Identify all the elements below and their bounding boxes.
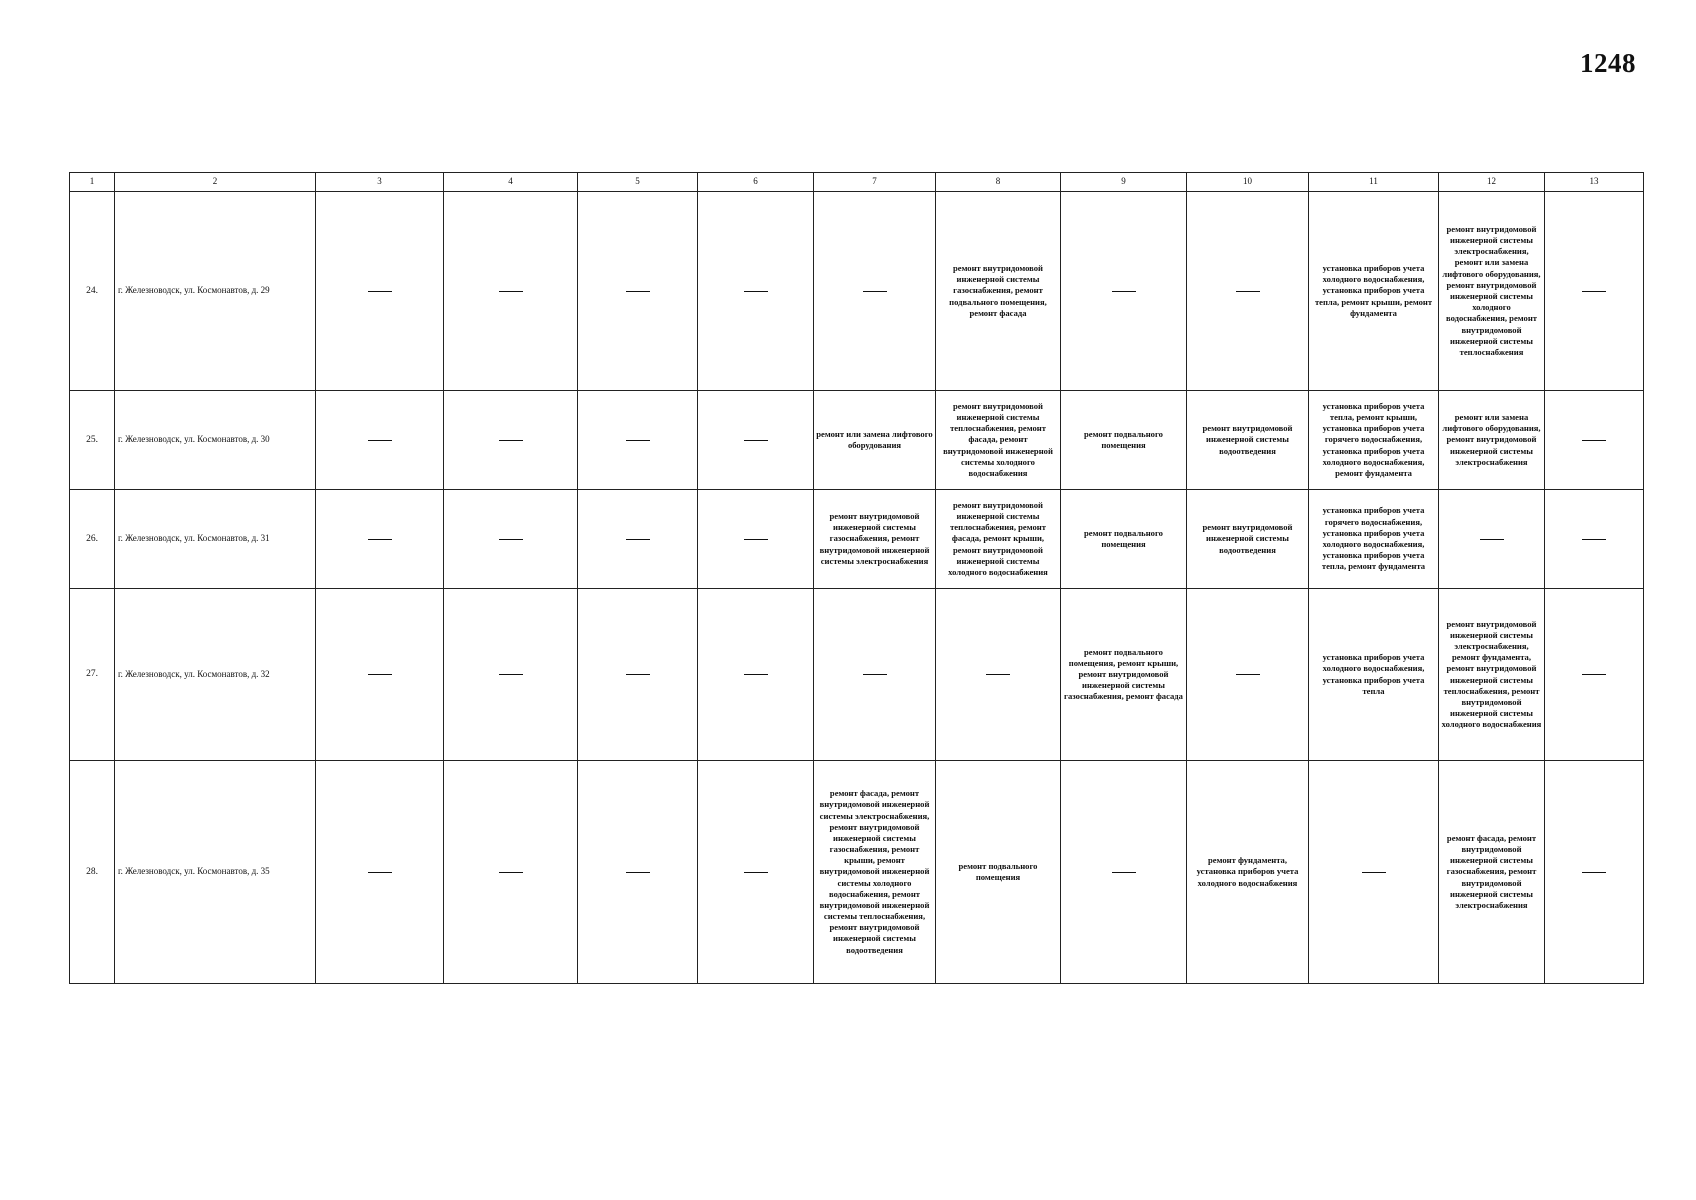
empty-dash xyxy=(626,872,650,873)
work-cell-col-6 xyxy=(698,490,814,589)
empty-dash xyxy=(744,440,768,441)
work-cell-col-3 xyxy=(316,589,444,761)
work-cell-col-5 xyxy=(578,761,698,984)
empty-dash xyxy=(986,674,1010,675)
table-row xyxy=(70,589,1644,761)
work-cell-col-7 xyxy=(814,589,936,761)
address-cell: г. Железноводск, ул. Космонавтов, д. 29 xyxy=(115,192,316,391)
row-number: 28. xyxy=(70,761,115,984)
address-cell: г. Железноводск, ул. Космонавтов, д. 35 xyxy=(115,761,316,984)
empty-dash xyxy=(863,291,887,292)
work-cell-col-13 xyxy=(1545,391,1644,490)
table-row xyxy=(70,490,1644,589)
column-number-row xyxy=(70,173,1644,192)
empty-dash xyxy=(1236,674,1260,675)
work-cell-col-8: ремонт внутридомовой инженерной системы газоснабжения, ремонт подвального помещения, ремонт фасада xyxy=(936,192,1061,391)
column-number-5: 5 xyxy=(578,173,698,192)
work-cell-col-8 xyxy=(936,589,1061,761)
work-cell-col-9: ремонт подвального помещения xyxy=(1061,490,1187,589)
work-cell-col-3 xyxy=(316,391,444,490)
work-cell-col-6 xyxy=(698,761,814,984)
work-cell-col-13 xyxy=(1545,761,1644,984)
column-number-10: 10 xyxy=(1187,173,1309,192)
work-cell-col-10 xyxy=(1187,192,1309,391)
column-number-12: 12 xyxy=(1439,173,1545,192)
empty-dash xyxy=(744,539,768,540)
work-cell-col-5 xyxy=(578,192,698,391)
work-cell-col-12 xyxy=(1439,490,1545,589)
empty-dash xyxy=(1582,872,1606,873)
work-cell-col-6 xyxy=(698,391,814,490)
empty-dash xyxy=(626,440,650,441)
empty-dash xyxy=(744,674,768,675)
work-cell-col-9 xyxy=(1061,761,1187,984)
page-number: 1248 xyxy=(1580,48,1636,78)
empty-dash xyxy=(626,291,650,292)
row-number: 27. xyxy=(70,589,115,761)
table-row xyxy=(70,761,1644,984)
table-row xyxy=(70,192,1644,391)
work-cell-col-10: ремонт фундамента, установка приборов учета холодного водоснабжения xyxy=(1187,761,1309,984)
column-number-9: 9 xyxy=(1061,173,1187,192)
work-cell-col-4 xyxy=(444,391,578,490)
work-cell-col-9: ремонт подвального помещения xyxy=(1061,391,1187,490)
work-cell-col-11: установка приборов учета тепла, ремонт крыши, установка приборов учета горячего водоснабжения, установка приборов учета холодного водоснабжения, ремонт фундамента xyxy=(1309,391,1439,490)
column-number-6: 6 xyxy=(698,173,814,192)
table-body xyxy=(70,192,1644,984)
empty-dash xyxy=(1236,291,1260,292)
column-number-11: 11 xyxy=(1309,173,1439,192)
row-number: 25. xyxy=(70,391,115,490)
address-cell: г. Железноводск, ул. Космонавтов, д. 30 xyxy=(115,391,316,490)
empty-dash xyxy=(499,291,523,292)
column-number-7: 7 xyxy=(814,173,936,192)
work-cell-col-10: ремонт внутридомовой инженерной системы водоотведения xyxy=(1187,490,1309,589)
empty-dash xyxy=(368,291,392,292)
column-number-1: 1 xyxy=(70,173,115,192)
work-cell-col-9: ремонт подвального помещения, ремонт крыши, ремонт внутридомовой инженерной системы газоснабжения, ремонт фасада xyxy=(1061,589,1187,761)
empty-dash xyxy=(499,539,523,540)
work-cell-col-7 xyxy=(814,192,936,391)
work-cell-col-5 xyxy=(578,589,698,761)
work-cell-col-8: ремонт подвального помещения xyxy=(936,761,1061,984)
empty-dash xyxy=(626,539,650,540)
empty-dash xyxy=(1112,291,1136,292)
work-cell-col-3 xyxy=(316,761,444,984)
empty-dash xyxy=(368,872,392,873)
empty-dash xyxy=(1582,440,1606,441)
empty-dash xyxy=(1362,872,1386,873)
table-row xyxy=(70,391,1644,490)
work-cell-col-8: ремонт внутридомовой инженерной системы теплоснабжения, ремонт фасада, ремонт внутридомовой инженерной системы холодного водоснабжения xyxy=(936,391,1061,490)
address-cell: г. Железноводск, ул. Космонавтов, д. 32 xyxy=(115,589,316,761)
empty-dash xyxy=(1582,291,1606,292)
repair-schedule-table xyxy=(69,172,1644,984)
work-cell-col-11: установка приборов учета холодного водоснабжения, установка приборов учета тепла, ремонт крыши, ремонт фундамента xyxy=(1309,192,1439,391)
empty-dash xyxy=(499,872,523,873)
empty-dash xyxy=(863,674,887,675)
work-cell-col-13 xyxy=(1545,192,1644,391)
work-cell-col-12: ремонт внутридомовой инженерной системы электроснабжения, ремонт фундамента, ремонт внутридомовой инженерной системы теплоснабжения, ремонт внутридомовой инженерной системы холодного водоснабжения xyxy=(1439,589,1545,761)
work-cell-col-3 xyxy=(316,192,444,391)
empty-dash xyxy=(626,674,650,675)
empty-dash xyxy=(368,539,392,540)
empty-dash xyxy=(499,674,523,675)
work-cell-col-3 xyxy=(316,490,444,589)
work-cell-col-12: ремонт или замена лифтового оборудования, ремонт внутридомовой инженерной системы электроснабжения xyxy=(1439,391,1545,490)
work-cell-col-7: ремонт внутридомовой инженерной системы газоснабжения, ремонт внутридомовой инженерной системы электроснабжения xyxy=(814,490,936,589)
work-cell-col-6 xyxy=(698,589,814,761)
empty-dash xyxy=(499,440,523,441)
work-cell-col-13 xyxy=(1545,490,1644,589)
empty-dash xyxy=(1480,539,1504,540)
work-cell-col-10: ремонт внутридомовой инженерной системы водоотведения xyxy=(1187,391,1309,490)
work-cell-col-12: ремонт внутридомовой инженерной системы электроснабжения, ремонт или замена лифтового оборудования, ремонт внутридомовой инженерной системы холодного водоснабжения, ремонт внутридомовой инженерной системы теплоснабжения xyxy=(1439,192,1545,391)
empty-dash xyxy=(368,440,392,441)
work-cell-col-4 xyxy=(444,192,578,391)
work-cell-col-6 xyxy=(698,192,814,391)
row-number: 26. xyxy=(70,490,115,589)
empty-dash xyxy=(744,291,768,292)
work-cell-col-4 xyxy=(444,761,578,984)
work-cell-col-7: ремонт фасада, ремонт внутридомовой инженерной системы электроснабжения, ремонт внутридомовой инженерной системы газоснабжения, ремонт крыши, ремонт внутридомовой инженерной системы холодного водоснабжения, ремонт внутридомовой инженерной системы теплоснабжения, ремонт внутридомовой инженерной системы водоотведения xyxy=(814,761,936,984)
column-number-8: 8 xyxy=(936,173,1061,192)
work-cell-col-5 xyxy=(578,490,698,589)
empty-dash xyxy=(1582,539,1606,540)
empty-dash xyxy=(1112,872,1136,873)
work-cell-col-7: ремонт или замена лифтового оборудования xyxy=(814,391,936,490)
column-number-4: 4 xyxy=(444,173,578,192)
empty-dash xyxy=(1582,674,1606,675)
work-cell-col-11: установка приборов учета холодного водоснабжения, установка приборов учета тепла xyxy=(1309,589,1439,761)
column-number-3: 3 xyxy=(316,173,444,192)
work-cell-col-8: ремонт внутридомовой инженерной системы теплоснабжения, ремонт фасада, ремонт крыши, ремонт внутридомовой инженерной системы холодного водоснабжения xyxy=(936,490,1061,589)
work-cell-col-11: установка приборов учета горячего водоснабжения, установка приборов учета холодного водоснабжения, установка приборов учета тепла, ремонт фундамента xyxy=(1309,490,1439,589)
work-cell-col-13 xyxy=(1545,589,1644,761)
row-number: 24. xyxy=(70,192,115,391)
column-number-13: 13 xyxy=(1545,173,1644,192)
work-cell-col-12: ремонт фасада, ремонт внутридомовой инженерной системы газоснабжения, ремонт внутридомовой инженерной системы электроснабжения xyxy=(1439,761,1545,984)
work-cell-col-9 xyxy=(1061,192,1187,391)
empty-dash xyxy=(368,674,392,675)
column-number-2: 2 xyxy=(115,173,316,192)
work-cell-col-11 xyxy=(1309,761,1439,984)
work-cell-col-4 xyxy=(444,490,578,589)
empty-dash xyxy=(744,872,768,873)
work-cell-col-10 xyxy=(1187,589,1309,761)
work-cell-col-5 xyxy=(578,391,698,490)
work-cell-col-4 xyxy=(444,589,578,761)
address-cell: г. Железноводск, ул. Космонавтов, д. 31 xyxy=(115,490,316,589)
